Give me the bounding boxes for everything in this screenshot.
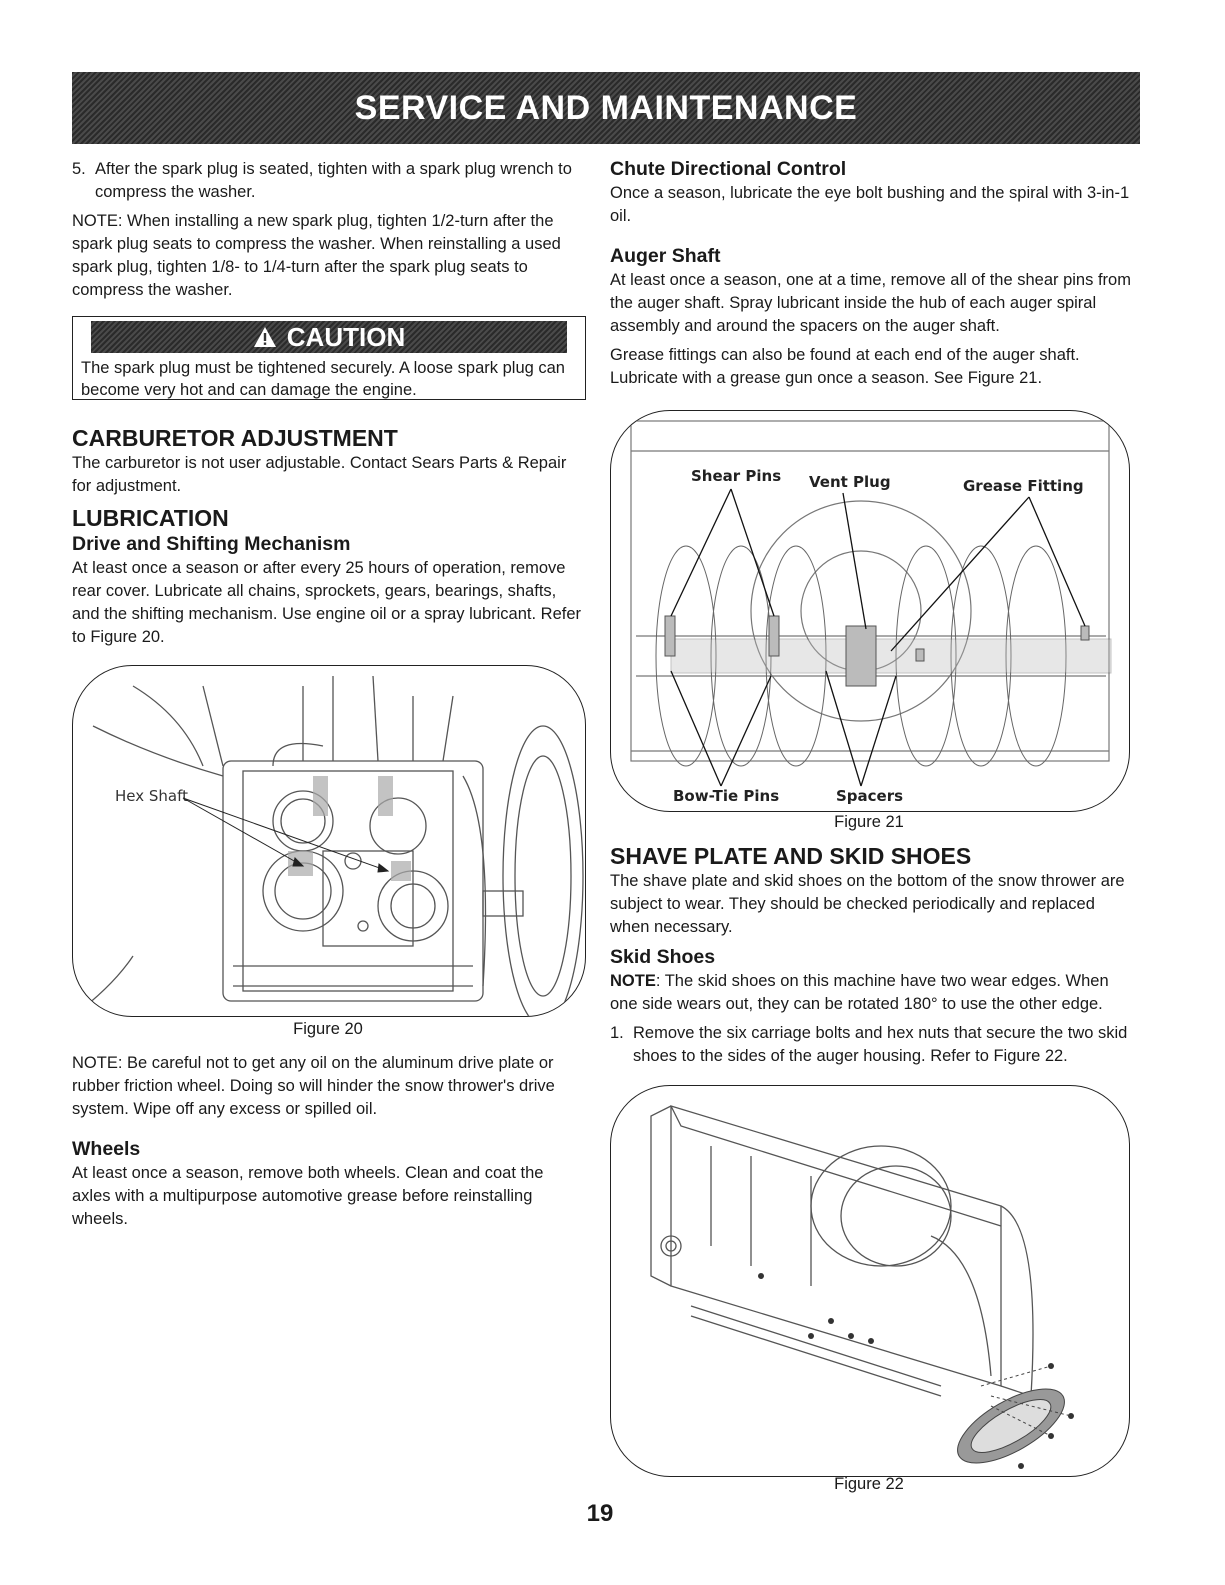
- caution-box: [72, 316, 586, 400]
- vent-plug-label: Vent Plug: [809, 473, 891, 491]
- figure-20: [72, 665, 586, 1017]
- shave-plate-text: The shave plate and skid shoes on the bottom of the snow thrower are subject to wear. They should be checked periodically and replaced when necessary.: [610, 872, 1125, 936]
- chute-heading: Chute Directional Control: [610, 158, 847, 180]
- spacers-label: Spacers: [836, 787, 904, 805]
- left-column-bottom: [72, 1052, 584, 1237]
- right-column-top: [610, 157, 1132, 396]
- shave-plate-heading: SHAVE PLATE AND SKID SHOES: [610, 843, 972, 869]
- auger-illustration: [611, 411, 1129, 811]
- note-label: NOTE: [610, 972, 656, 990]
- step-1: [610, 1022, 1132, 1074]
- figure-21-caption: Figure 21: [834, 813, 904, 831]
- drive-heading: Drive and Shifting Mechanism: [72, 533, 351, 555]
- step-text: After the spark plug is seated, tighten with a spark plug wrench to compress the washer.: [95, 160, 572, 201]
- note-text: : The skid shoes on this machine have two wear edges. When one side wears out, they can be rotated 180° to use the other edge.: [610, 972, 1109, 1013]
- drive-text: At least once a season or after every 25 hours of operation, remove rear cover. Lubricate all chains, sprockets, gears, bearings, shafts, and the shifting mechanism. Use engine oil or a spray lubricant. Refer to Figure 20.: [72, 559, 582, 646]
- figure-21: [610, 410, 1130, 812]
- right-column-bottom: [610, 842, 1132, 1074]
- left-column-mid: [72, 424, 584, 655]
- warning-icon: [253, 326, 277, 348]
- oil-note: NOTE: Be careful not to get any oil on the aluminum drive plate or rubber friction wheel. Doing so will hinder the snow thrower's drive system. Wipe off any excess or spilled oil.: [72, 1054, 555, 1118]
- section-banner: [72, 72, 1140, 144]
- step-number: 5.: [72, 160, 86, 178]
- page-title: SERVICE AND MAINTENANCE: [354, 88, 858, 127]
- figure-22: [610, 1085, 1130, 1477]
- step-5: [72, 158, 584, 210]
- auger-text-1: At least once a season, one at a time, remove all of the shear pins from the auger shaft. Spray lubricant inside the hub of each auger spiral assembly and around the spacers on the auger shaft.: [610, 271, 1131, 335]
- page-number: 19: [586, 1500, 614, 1527]
- figure-22-caption: Figure 22: [834, 1475, 904, 1493]
- skid-shoes-note: [610, 970, 1132, 1016]
- auger-text-2: Grease fittings can also be found at each end of the auger shaft. Lubricate with a grease gun once a season. See Figure 21.: [610, 346, 1080, 387]
- hex-shaft-label: Hex Shaft: [115, 787, 189, 805]
- auger-heading: Auger Shaft: [610, 245, 721, 267]
- caution-text: The spark plug must be tightened securely. A loose spark plug can become very hot and can damage the engine.: [81, 359, 565, 399]
- lubrication-heading: LUBRICATION: [72, 505, 229, 531]
- skid-shoes-heading: Skid Shoes: [610, 946, 716, 968]
- shear-pins-label: Shear Pins: [691, 467, 782, 485]
- step-text: Remove the six carriage bolts and hex nuts that secure the two skid shoes to the sides of the auger housing. Refer to Figure 22.: [633, 1024, 1128, 1065]
- chute-text: Once a season, lubricate the eye bolt bushing and the spiral with 3-in-1 oil.: [610, 184, 1130, 225]
- auger-housing-illustration: [611, 1086, 1129, 1476]
- spark-plug-note: NOTE: When installing a new spark plug, tighten 1/2-turn after the spark plug seats to compress the washer. When reinstalling a used spark plug, tighten 1/8- to 1/4-turn after the spark plug seats to compress the washer.: [72, 212, 561, 299]
- grease-fitting-label: Grease Fitting: [963, 477, 1084, 495]
- left-column-top: [72, 158, 584, 308]
- wheels-heading: Wheels: [72, 1138, 141, 1160]
- carburetor-text: The carburetor is not user adjustable. Contact Sears Parts & Repair for adjustment.: [72, 454, 567, 495]
- carburetor-heading: CARBURETOR ADJUSTMENT: [72, 425, 398, 451]
- wheels-text: At least once a season, remove both wheels. Clean and coat the axles with a multipurpose automotive grease before reinstalling wheels.: [72, 1164, 544, 1228]
- figure-20-caption: Figure 20: [293, 1020, 363, 1038]
- bow-tie-pins-label: Bow-Tie Pins: [673, 787, 780, 805]
- caution-header: [91, 321, 567, 353]
- drive-mechanism-illustration: [73, 666, 585, 1016]
- step-number: 1.: [610, 1024, 624, 1042]
- caution-title: CAUTION: [286, 321, 406, 352]
